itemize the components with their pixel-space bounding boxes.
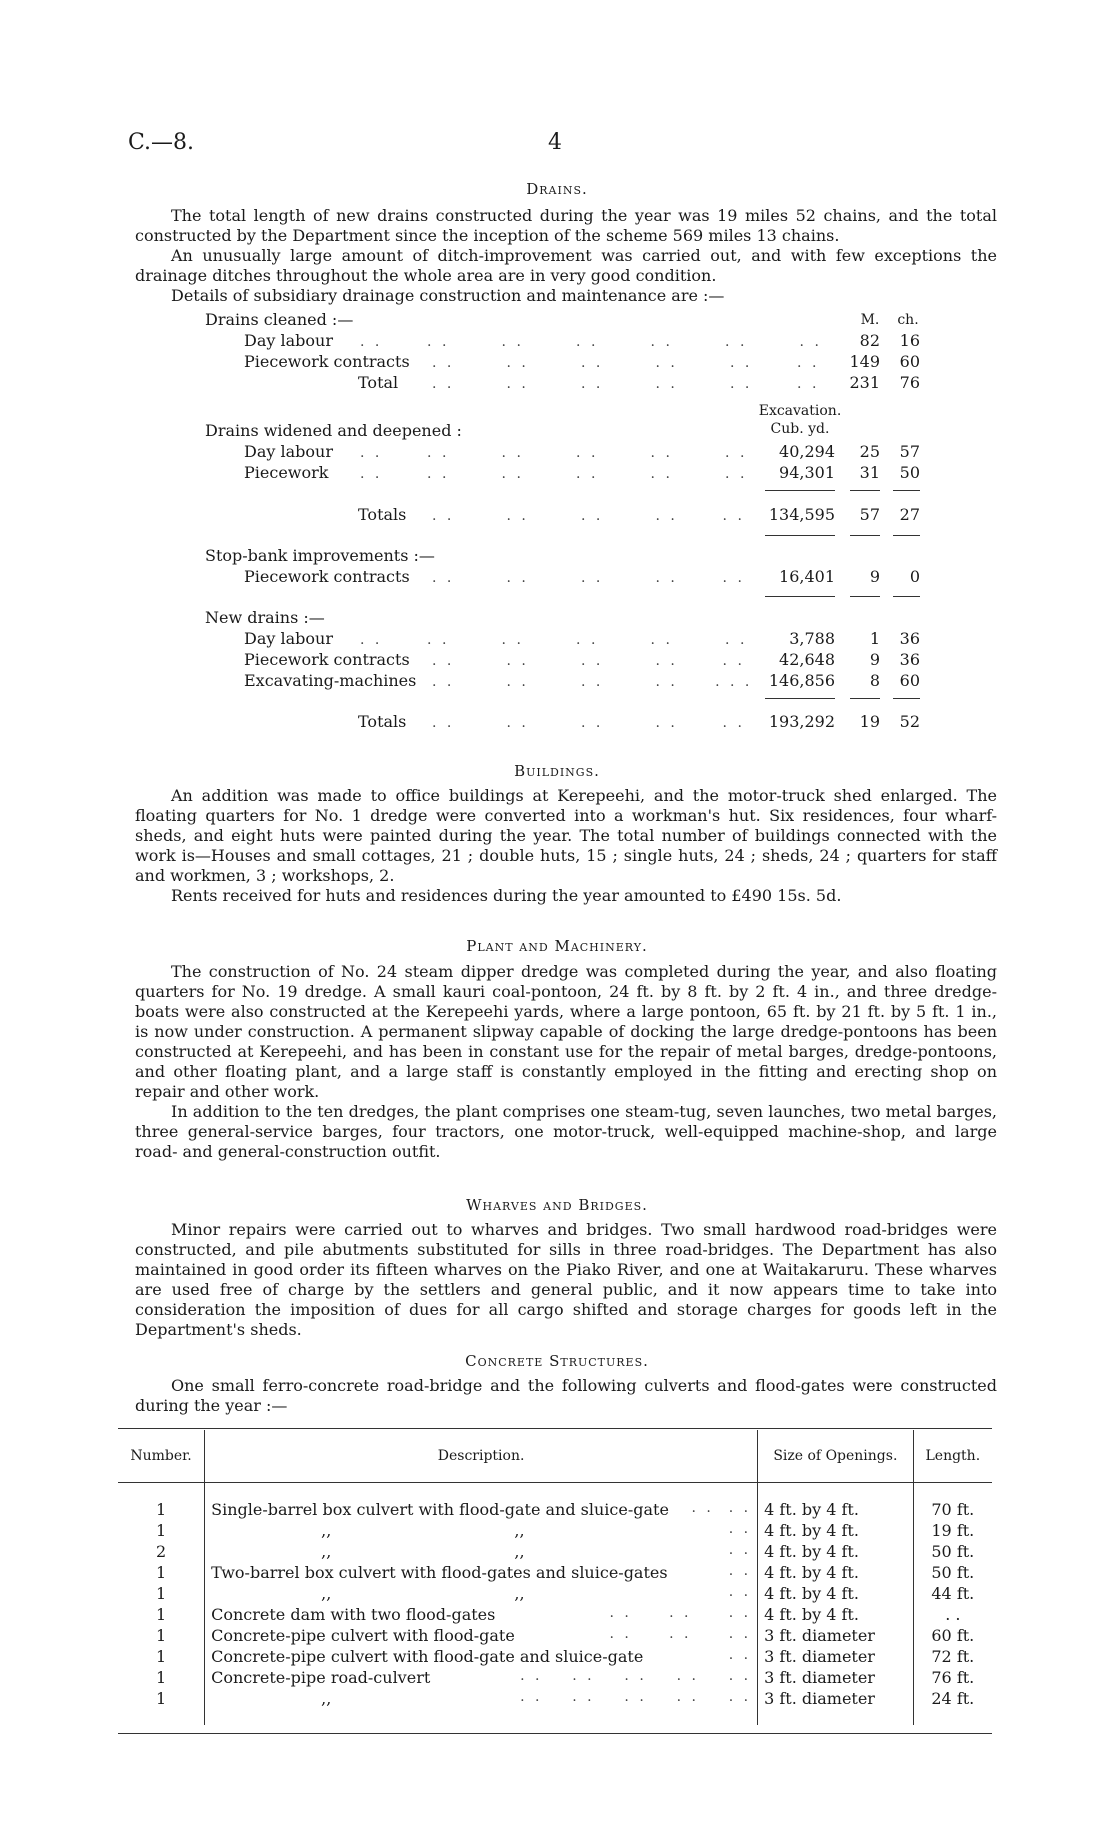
subtotal-rule (765, 698, 835, 699)
widened-piecework-chains: 50 (899, 463, 920, 482)
buildings-heading: Buildings. (514, 762, 600, 780)
new-totals-label: Totals (358, 712, 407, 731)
cell-description: Concrete-pipe culvert with flood-gate and sluice-gate . . (205, 1646, 758, 1667)
cell-description: Concrete dam with two flood-gates . . . . . . (205, 1604, 758, 1625)
subtotal-rule (850, 490, 880, 491)
cleaned-total-label: Total (358, 373, 399, 392)
table-bottom-rule (118, 1733, 992, 1734)
cleaned-piecework-label: Piecework contracts (244, 352, 410, 371)
column-header-description: Description. (205, 1430, 758, 1483)
widened-day-labour-label: Day labour (244, 442, 333, 461)
cleaned-piecework-miles: 149 (849, 352, 880, 371)
widened-totals-miles: 57 (859, 505, 880, 524)
drains-para-3: Details of subsidiary drainage construction and maintenance are :— (171, 286, 725, 305)
buildings-para-2: Rents received for huts and residences during the year amounted to £490 15s. 5d. (171, 886, 842, 905)
drains-para-2: An unusually large amount of ditch-improvement was carried out, and with few exceptions the drainage ditches throughout the whole area are in very good condition. (135, 246, 997, 285)
new-piecework-miles: 9 (869, 650, 880, 669)
chains-column-header: ch. (897, 312, 919, 328)
new-piecework-cubic-yards: 42,648 (779, 650, 835, 669)
cell-length: 19 ft. (931, 1521, 975, 1540)
leader-dots: . . . . . . . . . . (432, 653, 745, 669)
concrete-heading: Concrete Structures. (465, 1352, 649, 1370)
table-row (118, 1541, 992, 1562)
wharves-paragraphs (135, 1220, 997, 1340)
cubic-yards-column-header: Cub. yd. (770, 421, 830, 437)
cell-description: Concrete-pipe culvert with flood-gate . . . . . . (205, 1625, 758, 1646)
new-day-labour-miles: 1 (869, 629, 880, 648)
leader-dots: . . . . . . . . . . . . (432, 355, 820, 371)
excavation-column-header: Excavation. (758, 403, 842, 419)
cell-size: 4 ft. by 4 ft. (758, 1562, 914, 1583)
cell-size: 4 ft. by 4 ft. (758, 1604, 914, 1625)
new-excavating-label: Excavating-machines (244, 671, 417, 690)
cleaned-day-labour-label: Day labour (244, 331, 333, 350)
plant-para-1: The construction of No. 24 steam dipper dredge was completed during the year, and also floating quarters for No. 19 dredge. A small kauri coal-pontoon, 24 ft. by 8 ft. by 2 ft. 4 in., and three dredge-boats were also constructed at the Kerepeehi yards, where a large pontoon, 65 ft. by 21 ft. by 5 ft. 1 in., is now under construction. A permanent slipway capable of docking the large dredge-pontoons has been constructed at Kerepeehi, and has been in constant use for the repair of metal barges, dredge-pontoons, and other floating plant, and a large staff is constantly employed in the fitting and erecting shop on repair and other work. (135, 962, 997, 1101)
plant-para-2: In addition to the ten dredges, the plant comprises one steam-tug, seven launches, two metal barges, three general-service barges, four tractors, one motor-truck, well-equipped machine-shop, and large road- and general-construction outfit. (135, 1102, 997, 1161)
concrete-paragraphs (135, 1376, 997, 1416)
cell-description: Single-barrel box culvert with flood-gate and sluice-gate . . . . (205, 1499, 758, 1520)
subtotal-rule (765, 535, 835, 536)
cell-size: 3 ft. diameter (758, 1625, 914, 1646)
leader-dots: . . . . . . . . . . (432, 715, 745, 731)
cell-size: 4 ft. by 4 ft. (758, 1541, 914, 1562)
leader-dots: . . . . . . . . . . . . (360, 466, 748, 482)
new-day-labour-cubic-yards: 3,788 (789, 629, 835, 648)
cell-size: 3 ft. diameter (758, 1667, 914, 1688)
cell-size: 3 ft. diameter (758, 1646, 914, 1667)
leader-dots: . . . . . . . . . . . . (360, 445, 748, 461)
cell-length: 72 ft. (931, 1647, 975, 1666)
widened-totals-label: Totals (358, 505, 407, 524)
concrete-structures-table (118, 1430, 992, 1725)
widened-totals-chains: 27 (899, 505, 920, 524)
page-number: 4 (548, 130, 562, 155)
miles-column-header: M. (860, 312, 880, 328)
drains-cleaned-label: Drains cleaned :— (205, 310, 354, 329)
subtotal-rule (850, 596, 880, 597)
table-row (118, 1667, 992, 1688)
cell-length: . . (945, 1605, 961, 1624)
subtotal-rule (893, 698, 920, 699)
new-totals-chains: 52 (899, 712, 920, 731)
drains-heading: Drains. (526, 180, 588, 198)
table-row (118, 1604, 992, 1625)
cell-description: ,, ,, . . (205, 1583, 758, 1604)
cell-size: 4 ft. by 4 ft. (758, 1520, 914, 1541)
cell-number: 1 (118, 1646, 205, 1667)
stopbank-piecework-label: Piecework contracts (244, 567, 410, 586)
cleaned-piecework-chains: 60 (899, 352, 920, 371)
drains-paragraphs (135, 206, 997, 306)
new-excavating-miles: 8 (869, 671, 880, 690)
plant-paragraphs (135, 962, 997, 1162)
cell-description: ,, ,, . . (205, 1520, 758, 1541)
cell-number: 1 (118, 1520, 205, 1541)
cell-number: 1 (118, 1499, 205, 1520)
cleaned-day-labour-chains: 16 (899, 331, 920, 350)
leader-dots: . . . . . . . . . . . . (432, 376, 820, 392)
subtotal-rule (893, 490, 920, 491)
leader-dots: . . . . . . . . . . . (432, 674, 753, 690)
table-row (118, 1625, 992, 1646)
drains-para-1: The total length of new drains constructed during the year was 19 miles 52 chains, and the total constructed by the Department since the inception of the scheme 569 miles 13 chains. (135, 206, 997, 245)
new-totals-miles: 19 (859, 712, 880, 731)
new-day-labour-chains: 36 (899, 629, 920, 648)
wharves-para-1: Minor repairs were carried out to wharves and bridges. Two small hardwood road-bridges were constructed, and pile abutments substituted for sills in three road-bridges. The Department has also maintained in good order its fifteen wharves on the Piako River, and one at Waitakaruru. These wharves are used free of charge by the settlers and general public, and it now appears time to take into consideration the imposition of dues for all cargo shifted and storage charges for goods left in the Department's sheds. (135, 1220, 997, 1339)
cell-length: 70 ft. (931, 1500, 975, 1519)
table-spacer-row (118, 1709, 992, 1725)
cell-description: Two-barrel box culvert with flood-gates and sluice-gates . . (205, 1562, 758, 1583)
cleaned-day-labour-miles: 82 (859, 331, 880, 350)
table-row (118, 1646, 992, 1667)
cleaned-total-miles: 231 (849, 373, 880, 392)
cell-length: 44 ft. (931, 1584, 975, 1603)
column-header-size: Size of Openings. (758, 1430, 914, 1483)
subtotal-rule (893, 535, 920, 536)
subtotal-rule (850, 535, 880, 536)
widened-piecework-label: Piecework (244, 463, 329, 482)
cell-number: 1 (118, 1583, 205, 1604)
cell-length: 50 ft. (931, 1563, 975, 1582)
table-row (118, 1688, 992, 1709)
cell-description: ,, . . . . . . . . . . (205, 1688, 758, 1709)
stopbank-miles: 9 (869, 567, 880, 586)
drains-widened-label: Drains widened and deepened : (205, 421, 462, 440)
leader-dots: . . . . . . . . . . . . (360, 632, 748, 648)
new-excavating-cubic-yards: 146,856 (768, 671, 835, 690)
cell-number: 1 (118, 1667, 205, 1688)
concrete-para-1: One small ferro-concrete road-bridge and the following culverts and flood-gates were constructed during the year :— (135, 1376, 997, 1415)
subtotal-rule (850, 698, 880, 699)
cleaned-total-chains: 76 (899, 373, 920, 392)
cell-size: 4 ft. by 4 ft. (758, 1583, 914, 1604)
cell-length: 60 ft. (931, 1626, 975, 1645)
subtotal-rule (893, 596, 920, 597)
leader-dots: . . . . . . . . . . (432, 570, 745, 586)
cell-number: 1 (118, 1688, 205, 1709)
plant-heading: Plant and Machinery. (466, 937, 648, 955)
column-header-length: Length. (913, 1430, 992, 1483)
new-totals-cubic-yards: 193,292 (768, 712, 835, 731)
widened-piecework-cubic-yards: 94,301 (779, 463, 835, 482)
wharves-heading: Wharves and Bridges. (466, 1196, 648, 1214)
buildings-paragraphs (135, 786, 997, 906)
widened-day-labour-cubic-yards: 40,294 (779, 442, 835, 461)
table-top-rule (118, 1428, 992, 1429)
new-drains-label: New drains :— (205, 608, 325, 627)
leader-dots: . . . . . . . . . . (432, 508, 745, 524)
widened-totals-cubic-yards: 134,595 (768, 505, 835, 524)
buildings-para-1: An addition was made to office buildings at Kerepeehi, and the motor-truck shed enlarged. The floating quarters for No. 1 dredge were converted into a workman's hut. Six residences, four wharf-sheds, and eight huts were painted during the year. The total number of buildings connected with the work is—Houses and small cottages, 21 ; double huts, 15 ; single huts, 24 ; sheds, 24 ; quarters for staff and workmen, 3 ; workshops, 2. (135, 786, 997, 885)
table-row (118, 1562, 992, 1583)
widened-day-labour-chains: 57 (899, 442, 920, 461)
cell-description: Concrete-pipe road-culvert . . . . . . . . . . (205, 1667, 758, 1688)
subtotal-rule (765, 596, 835, 597)
new-piecework-chains: 36 (899, 650, 920, 669)
cell-number: 1 (118, 1562, 205, 1583)
table-row (118, 1520, 992, 1541)
cell-length: 50 ft. (931, 1542, 975, 1561)
cell-number: 2 (118, 1541, 205, 1562)
new-day-labour-label: Day labour (244, 629, 333, 648)
cell-size: 3 ft. diameter (758, 1688, 914, 1709)
table-row (118, 1499, 992, 1520)
leader-dots: . . . . . . . . . . . . . . (360, 334, 822, 350)
cell-number: 1 (118, 1604, 205, 1625)
column-header-number: Number. (118, 1430, 205, 1483)
stopbank-label: Stop-bank improvements :— (205, 546, 435, 565)
new-piecework-label: Piecework contracts (244, 650, 410, 669)
cell-number: 1 (118, 1625, 205, 1646)
table-spacer-row (118, 1483, 992, 1500)
cell-description: ,, ,, . . (205, 1541, 758, 1562)
subtotal-rule (765, 490, 835, 491)
stopbank-chains: 0 (909, 567, 920, 586)
cell-length: 76 ft. (931, 1668, 975, 1687)
document-reference: C.—8. (128, 130, 195, 155)
table-row (118, 1583, 992, 1604)
cell-length: 24 ft. (931, 1689, 975, 1708)
widened-piecework-miles: 31 (859, 463, 880, 482)
new-excavating-chains: 60 (899, 671, 920, 690)
widened-day-labour-miles: 25 (859, 442, 880, 461)
table-header-row (118, 1430, 992, 1483)
stopbank-cubic-yards: 16,401 (779, 567, 835, 586)
cell-size: 4 ft. by 4 ft. (758, 1499, 914, 1520)
